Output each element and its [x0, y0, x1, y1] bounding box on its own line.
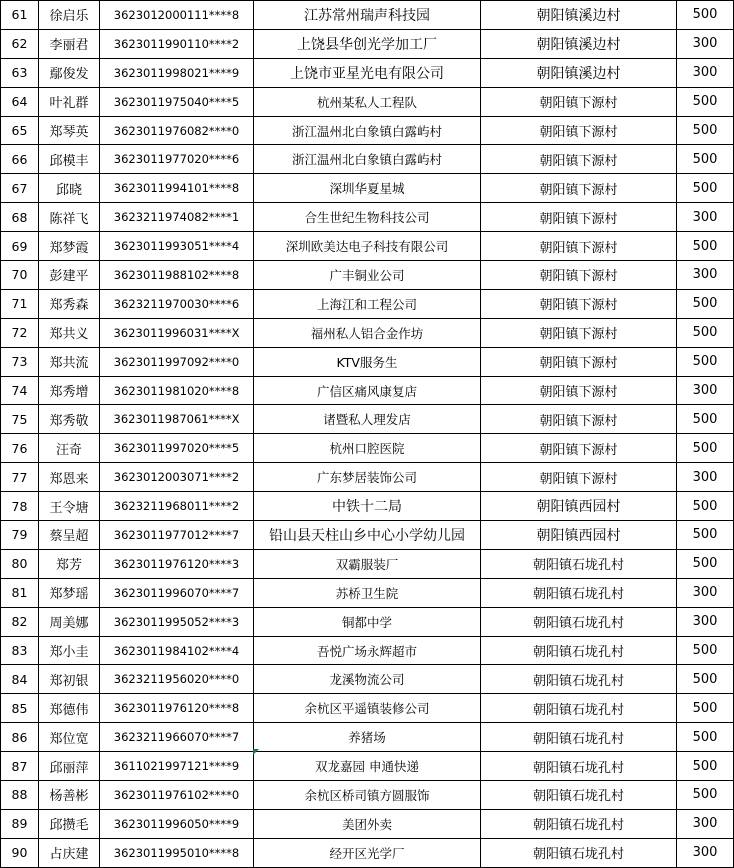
- amount-cell[interactable]: 300: [677, 838, 734, 867]
- id-number-cell[interactable]: 3623011976102****0: [100, 781, 254, 810]
- village-cell[interactable]: 朝阳镇石垅孔村: [481, 838, 677, 867]
- amount-cell[interactable]: 500: [677, 116, 734, 145]
- table-row: [1, 578, 734, 607]
- name-cell[interactable]: 汪奇: [39, 434, 100, 463]
- row-number-cell[interactable]: 86: [1, 723, 39, 752]
- name-cell[interactable]: 叶礼群: [39, 87, 100, 116]
- table-row: [1, 434, 734, 463]
- employer-cell[interactable]: 双龙嘉园 申通快递: [254, 752, 481, 781]
- name-cell[interactable]: 邱晓: [39, 174, 100, 203]
- row-number-cell[interactable]: 74: [1, 376, 39, 405]
- name-cell[interactable]: 郑初银: [39, 665, 100, 694]
- table-row: [1, 318, 734, 347]
- amount-cell[interactable]: 300: [677, 29, 734, 58]
- amount-cell[interactable]: 500: [677, 694, 734, 723]
- row-number-cell[interactable]: 88: [1, 781, 39, 810]
- amount-cell[interactable]: 500: [677, 1, 734, 30]
- name-cell[interactable]: 郑秀增: [39, 376, 100, 405]
- amount-cell[interactable]: 500: [677, 549, 734, 578]
- id-number-cell[interactable]: 3623211970030****6: [100, 289, 254, 318]
- village-cell[interactable]: 朝阳镇石垅孔村: [481, 694, 677, 723]
- id-number-cell[interactable]: 3623011981020****8: [100, 376, 254, 405]
- amount-cell[interactable]: 300: [677, 809, 734, 838]
- village-cell[interactable]: 朝阳镇石垅孔村: [481, 723, 677, 752]
- village-cell[interactable]: 朝阳镇石垅孔村: [481, 607, 677, 636]
- village-cell[interactable]: 朝阳镇下源村: [481, 203, 677, 232]
- name-cell[interactable]: 郑秀敬: [39, 405, 100, 434]
- village-cell[interactable]: 朝阳镇石垅孔村: [481, 781, 677, 810]
- row-number-cell[interactable]: 72: [1, 318, 39, 347]
- name-cell[interactable]: 郑小圭: [39, 636, 100, 665]
- village-cell[interactable]: 朝阳镇溪边村: [481, 29, 677, 58]
- amount-cell[interactable]: 500: [677, 87, 734, 116]
- row-number-cell[interactable]: 65: [1, 116, 39, 145]
- amount-cell[interactable]: 300: [677, 261, 734, 290]
- table-row: [1, 405, 734, 434]
- row-number-cell[interactable]: 79: [1, 521, 39, 550]
- amount-cell[interactable]: 500: [677, 665, 734, 694]
- name-cell[interactable]: 杨善彬: [39, 781, 100, 810]
- row-number-cell[interactable]: 85: [1, 694, 39, 723]
- village-cell[interactable]: 朝阳镇石垅孔村: [481, 636, 677, 665]
- name-cell[interactable]: 彭建平: [39, 261, 100, 290]
- id-number-cell[interactable]: 3623011997092****0: [100, 347, 254, 376]
- name-cell[interactable]: 邱丽萍: [39, 752, 100, 781]
- village-cell[interactable]: 朝阳镇下源村: [481, 376, 677, 405]
- row-number-cell[interactable]: 89: [1, 809, 39, 838]
- village-cell[interactable]: 朝阳镇下源村: [481, 232, 677, 261]
- name-cell[interactable]: 郑梦霞: [39, 232, 100, 261]
- employer-cell[interactable]: 诸暨私人理发店: [254, 405, 481, 434]
- employer-cell[interactable]: 上饶市亚星光电有限公司: [254, 58, 481, 87]
- employer-cell[interactable]: 上海江和工程公司: [254, 289, 481, 318]
- table-row: [1, 694, 734, 723]
- table-row: [1, 521, 734, 550]
- row-number-cell[interactable]: 81: [1, 578, 39, 607]
- name-cell[interactable]: 李丽君: [39, 29, 100, 58]
- row-number-cell[interactable]: 69: [1, 232, 39, 261]
- id-number-cell[interactable]: 3623012003071****2: [100, 463, 254, 492]
- table-row: [1, 261, 734, 290]
- amount-cell[interactable]: 500: [677, 636, 734, 665]
- name-cell[interactable]: 郑琴英: [39, 116, 100, 145]
- row-number-cell[interactable]: 68: [1, 203, 39, 232]
- name-cell[interactable]: 郑位宽: [39, 723, 100, 752]
- table-row: [1, 1, 734, 30]
- village-cell[interactable]: 朝阳镇溪边村: [481, 58, 677, 87]
- row-number-cell[interactable]: 82: [1, 607, 39, 636]
- village-cell[interactable]: 朝阳镇溪边村: [481, 1, 677, 30]
- employer-cell[interactable]: 铅山县天柱山乡中心小学幼儿园: [254, 521, 481, 550]
- employer-cell[interactable]: KTV服务生: [254, 347, 481, 376]
- employer-cell[interactable]: 美团外卖: [254, 809, 481, 838]
- employer-cell[interactable]: 广信区痛风康复店: [254, 376, 481, 405]
- employer-cell[interactable]: 广东梦居装饰公司: [254, 463, 481, 492]
- row-number-cell[interactable]: 70: [1, 261, 39, 290]
- name-cell[interactable]: 陈祥飞: [39, 203, 100, 232]
- id-number-cell[interactable]: 3623011993051****4: [100, 232, 254, 261]
- amount-cell[interactable]: 500: [677, 781, 734, 810]
- id-number-cell[interactable]: 3623011998021****9: [100, 58, 254, 87]
- employer-cell[interactable]: 上饶县华创光学加工厂: [254, 29, 481, 58]
- name-cell[interactable]: 郑共义: [39, 318, 100, 347]
- id-number-cell[interactable]: 3623012000111****8: [100, 1, 254, 30]
- id-number-cell[interactable]: 3623011988102****8: [100, 261, 254, 290]
- table-row: [1, 232, 734, 261]
- row-number-cell[interactable]: 76: [1, 434, 39, 463]
- id-number-cell[interactable]: 3623211956020****0: [100, 665, 254, 694]
- id-number-cell[interactable]: 3623011984102****4: [100, 636, 254, 665]
- row-number-cell[interactable]: 80: [1, 549, 39, 578]
- row-number-cell[interactable]: 77: [1, 463, 39, 492]
- name-cell[interactable]: 郑芳: [39, 549, 100, 578]
- employer-cell[interactable]: 福州私人铝合金作坊: [254, 318, 481, 347]
- id-number-cell[interactable]: 3623011976120****3: [100, 549, 254, 578]
- row-number-cell[interactable]: 61: [1, 1, 39, 30]
- amount-cell[interactable]: 500: [677, 347, 734, 376]
- village-cell[interactable]: 朝阳镇下源村: [481, 174, 677, 203]
- employer-cell[interactable]: 吾悦广场永辉超市: [254, 636, 481, 665]
- village-cell[interactable]: 朝阳镇西园村: [481, 521, 677, 550]
- row-number-cell[interactable]: 90: [1, 838, 39, 867]
- table-row: [1, 781, 734, 810]
- id-number-cell[interactable]: 3623011997020****5: [100, 434, 254, 463]
- employer-cell[interactable]: 中铁十二局: [254, 492, 481, 521]
- id-number-cell[interactable]: 3623011977020****6: [100, 145, 254, 174]
- village-cell[interactable]: 朝阳镇石垅孔村: [481, 665, 677, 694]
- employer-cell[interactable]: 龙溪物流公司: [254, 665, 481, 694]
- table-row: [1, 492, 734, 521]
- village-cell[interactable]: 朝阳镇石垅孔村: [481, 809, 677, 838]
- village-cell[interactable]: 朝阳镇下源村: [481, 434, 677, 463]
- id-number-cell[interactable]: 3623011976082****0: [100, 116, 254, 145]
- employer-cell[interactable]: 广丰铜业公司: [254, 261, 481, 290]
- id-number-cell[interactable]: 3623011996031****X: [100, 318, 254, 347]
- id-number-cell[interactable]: 3623011994101****8: [100, 174, 254, 203]
- village-cell[interactable]: 朝阳镇下源村: [481, 463, 677, 492]
- amount-cell[interactable]: 300: [677, 607, 734, 636]
- employer-cell[interactable]: 杭州某私人工程队: [254, 87, 481, 116]
- name-cell[interactable]: 周美娜: [39, 607, 100, 636]
- table-row: [1, 376, 734, 405]
- table-row: [1, 607, 734, 636]
- village-cell[interactable]: 朝阳镇下源村: [481, 87, 677, 116]
- id-number-cell[interactable]: 3623011996070****7: [100, 578, 254, 607]
- table-row: [1, 347, 734, 376]
- village-cell[interactable]: 朝阳镇石垅孔村: [481, 549, 677, 578]
- id-number-cell[interactable]: 3623011995010****8: [100, 838, 254, 867]
- amount-cell[interactable]: 500: [677, 318, 734, 347]
- table-row: [1, 116, 734, 145]
- name-cell[interactable]: 郑共流: [39, 347, 100, 376]
- employer-cell[interactable]: 合生世纪生物科技公司: [254, 203, 481, 232]
- table-row: [1, 174, 734, 203]
- id-number-cell[interactable]: 3623011977012****7: [100, 521, 254, 550]
- village-cell[interactable]: 朝阳镇下源村: [481, 261, 677, 290]
- id-number-cell[interactable]: 3623011996050****9: [100, 809, 254, 838]
- row-number-cell[interactable]: 62: [1, 29, 39, 58]
- row-number-cell[interactable]: 67: [1, 174, 39, 203]
- row-number-cell[interactable]: 83: [1, 636, 39, 665]
- table-row: [1, 752, 734, 781]
- table-body: [1, 1, 734, 868]
- name-cell[interactable]: 郑梦瑶: [39, 578, 100, 607]
- row-number-cell[interactable]: 75: [1, 405, 39, 434]
- name-cell[interactable]: 王令塘: [39, 492, 100, 521]
- employer-cell[interactable]: 余杭区桥司镇方圆服饰: [254, 781, 481, 810]
- employer-cell[interactable]: 深圳华夏星城: [254, 174, 481, 203]
- table-row: [1, 723, 734, 752]
- table-row: [1, 665, 734, 694]
- id-number-cell[interactable]: 3623011987061****X: [100, 405, 254, 434]
- employer-cell[interactable]: 浙江温州北白象镇白露屿村: [254, 116, 481, 145]
- village-cell[interactable]: 朝阳镇下源村: [481, 318, 677, 347]
- table-row: [1, 29, 734, 58]
- employer-cell[interactable]: 江苏常州瑞声科技园: [254, 1, 481, 30]
- amount-cell[interactable]: 300: [677, 376, 734, 405]
- name-cell[interactable]: 蔡呈超: [39, 521, 100, 550]
- row-number-cell[interactable]: 78: [1, 492, 39, 521]
- village-cell[interactable]: 朝阳镇石垅孔村: [481, 578, 677, 607]
- cell-comment-marker: [253, 749, 259, 755]
- id-number-cell[interactable]: 3623211966070****7: [100, 723, 254, 752]
- employer-cell[interactable]: 养猪场: [254, 723, 481, 752]
- amount-cell[interactable]: 500: [677, 521, 734, 550]
- table-row: [1, 87, 734, 116]
- employer-cell[interactable]: 余杭区平遥镇装修公司: [254, 694, 481, 723]
- table-row: [1, 636, 734, 665]
- name-cell[interactable]: 邱攒毛: [39, 809, 100, 838]
- table-row: [1, 809, 734, 838]
- amount-cell[interactable]: 500: [677, 289, 734, 318]
- table-row: [1, 145, 734, 174]
- amount-cell[interactable]: 300: [677, 578, 734, 607]
- village-cell[interactable]: 朝阳镇石垅孔村: [481, 752, 677, 781]
- id-number-cell[interactable]: 3623211974082****1: [100, 203, 254, 232]
- id-number-cell[interactable]: 3611021997121****9: [100, 752, 254, 781]
- id-number-cell[interactable]: 3623011995052****3: [100, 607, 254, 636]
- table-row: [1, 463, 734, 492]
- name-cell[interactable]: 徐启乐: [39, 1, 100, 30]
- employer-cell[interactable]: 杭州口腔医院: [254, 434, 481, 463]
- name-cell[interactable]: 鄢俊发: [39, 58, 100, 87]
- amount-cell[interactable]: 500: [677, 145, 734, 174]
- row-number-cell[interactable]: 63: [1, 58, 39, 87]
- id-number-cell[interactable]: 3623211968011****2: [100, 492, 254, 521]
- amount-cell[interactable]: 500: [677, 405, 734, 434]
- table-row: [1, 838, 734, 867]
- village-cell[interactable]: 朝阳镇西园村: [481, 492, 677, 521]
- employer-cell[interactable]: 浙江温州北白象镇白露屿村: [254, 145, 481, 174]
- table-row: [1, 58, 734, 87]
- row-number-cell[interactable]: 66: [1, 145, 39, 174]
- village-cell[interactable]: 朝阳镇下源村: [481, 116, 677, 145]
- village-cell[interactable]: 朝阳镇下源村: [481, 405, 677, 434]
- amount-cell[interactable]: 500: [677, 434, 734, 463]
- id-number-cell[interactable]: 3623011975040****5: [100, 87, 254, 116]
- row-number-cell[interactable]: 71: [1, 289, 39, 318]
- village-cell[interactable]: 朝阳镇下源村: [481, 145, 677, 174]
- amount-cell[interactable]: 500: [677, 232, 734, 261]
- row-number-cell[interactable]: 73: [1, 347, 39, 376]
- name-cell[interactable]: 占庆建: [39, 838, 100, 867]
- village-cell[interactable]: 朝阳镇下源村: [481, 289, 677, 318]
- amount-cell[interactable]: 300: [677, 58, 734, 87]
- table-row: [1, 549, 734, 578]
- amount-cell[interactable]: 500: [677, 492, 734, 521]
- employer-cell[interactable]: 深圳欧美达电子科技有限公司: [254, 232, 481, 261]
- name-cell[interactable]: 郑德伟: [39, 694, 100, 723]
- table-row: [1, 289, 734, 318]
- amount-cell[interactable]: 500: [677, 752, 734, 781]
- employer-cell[interactable]: 经开区光学厂: [254, 838, 481, 867]
- amount-cell[interactable]: 300: [677, 463, 734, 492]
- village-cell[interactable]: 朝阳镇下源村: [481, 347, 677, 376]
- name-cell[interactable]: 郑秀森: [39, 289, 100, 318]
- id-number-cell[interactable]: 3623011990110****2: [100, 29, 254, 58]
- name-cell[interactable]: 邱模丰: [39, 145, 100, 174]
- row-number-cell[interactable]: 64: [1, 87, 39, 116]
- table-row: [1, 203, 734, 232]
- employer-cell[interactable]: 双霸服装厂: [254, 549, 481, 578]
- amount-cell[interactable]: 500: [677, 723, 734, 752]
- id-number-cell[interactable]: 3623011976120****8: [100, 694, 254, 723]
- amount-cell[interactable]: 500: [677, 174, 734, 203]
- amount-cell[interactable]: 300: [677, 203, 734, 232]
- employer-cell[interactable]: 铜都中学: [254, 607, 481, 636]
- row-number-cell[interactable]: 84: [1, 665, 39, 694]
- employer-cell[interactable]: 苏桥卫生院: [254, 578, 481, 607]
- row-number-cell[interactable]: 87: [1, 752, 39, 781]
- name-cell[interactable]: 郑恩来: [39, 463, 100, 492]
